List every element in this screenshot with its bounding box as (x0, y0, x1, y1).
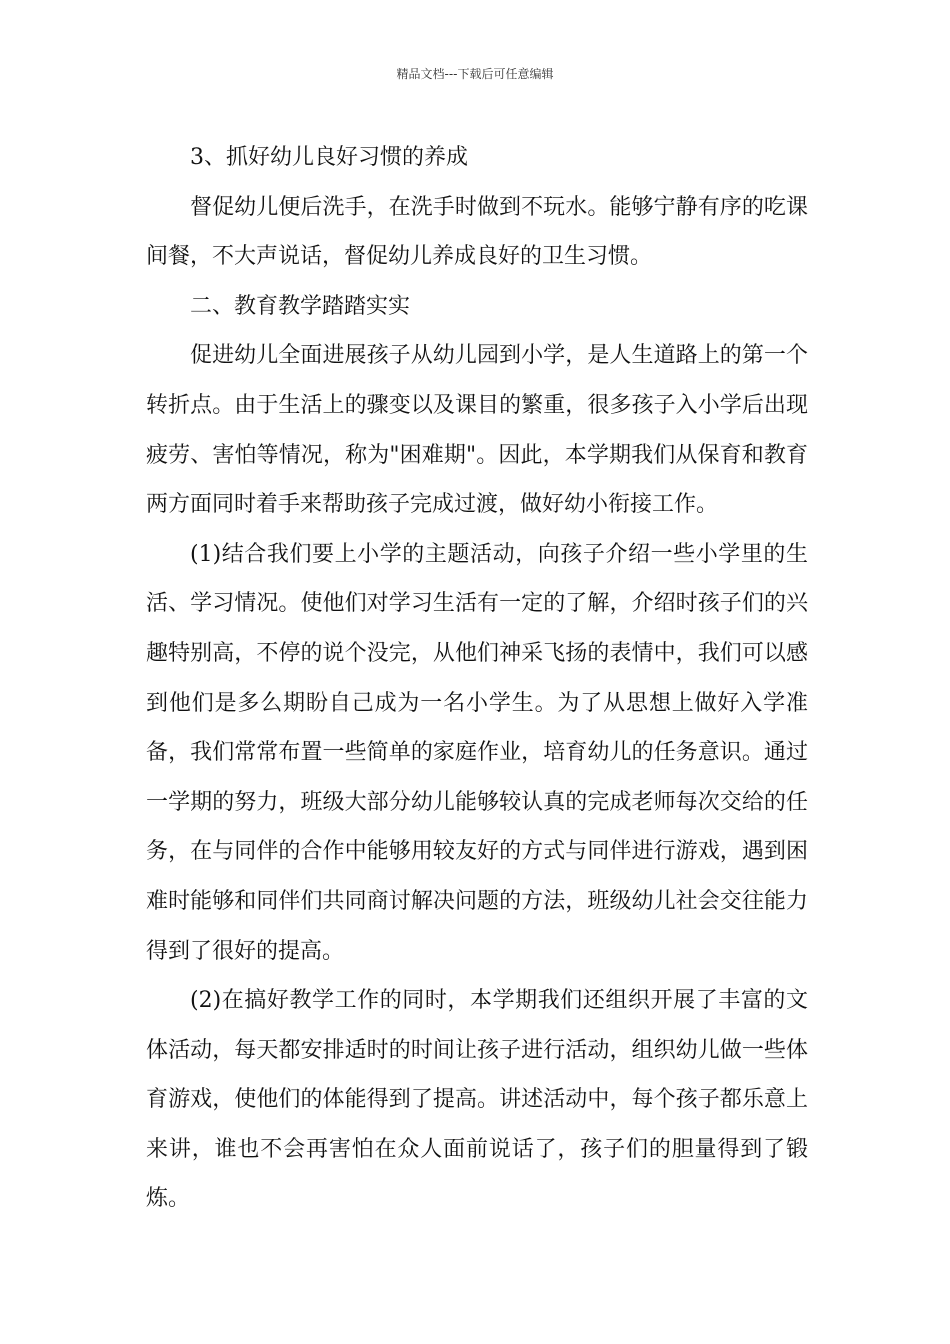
paragraph-sports-activity: (2)在搞好教学工作的同时，本学期我们还组织开展了丰富的文体活动，每天都安排适时的时间让孩子进行活动，组织幼儿做一些体育游戏，使他们的体能得到了提高。讲述活动中，每个孩子都乐意上来讲，谁也不会再害怕在众人面前说话了，孩子们的胆量得到了锻炼。 (146, 988, 808, 1212)
section-heading-habits: 3、抓好幼儿良好习惯的养成 (190, 145, 468, 170)
page-header: 精品文档---下载后可任意编辑 (396, 67, 554, 81)
paragraph-transition: 促进幼儿全面进展孩子从幼儿园到小学，是人生道路上的第一个转折点。由于生活上的骤变以及课目的繁重，很多孩子入小学后出现疲劳、害怕等情况，称为"困难期"。因此，本学期我们从保育和教育两方面同时着手来帮助孩子完成过渡，做好幼小衔接工作。 (146, 343, 808, 518)
paragraph-theme-activity: (1)结合我们要上小学的主题活动，向孩子介绍一些小学里的生活、学习情况。使他们对学习生活有一定的了解，介绍时孩子们的兴趣特别高，不停的说个没完，从他们神采飞扬的表情中，我们可以感到他们是多么期盼自己成为一名小学生。为了从思想上做好入学准备，我们常常布置一些简单的家庭作业，培育幼儿的任务意识。通过一学期的努力，班级大部分幼儿能够较认真的完成老师每次交给的任务，在与同伴的合作中能够用较友好的方式与同伴进行游戏，遇到困难时能够和同伴们共同商讨解决问题的方法，班级幼儿社会交往能力得到了很好的提高。 (146, 541, 808, 964)
paragraph-hygiene: 督促幼儿便后洗手，在洗手时做到不玩水。能够宁静有序的吃课间餐，不大声说话，督促幼儿养成良好的卫生习惯。 (146, 194, 808, 270)
document-body (146, 133, 808, 1224)
section-heading-teaching: 二、教育教学踏踏实实 (190, 293, 411, 319)
